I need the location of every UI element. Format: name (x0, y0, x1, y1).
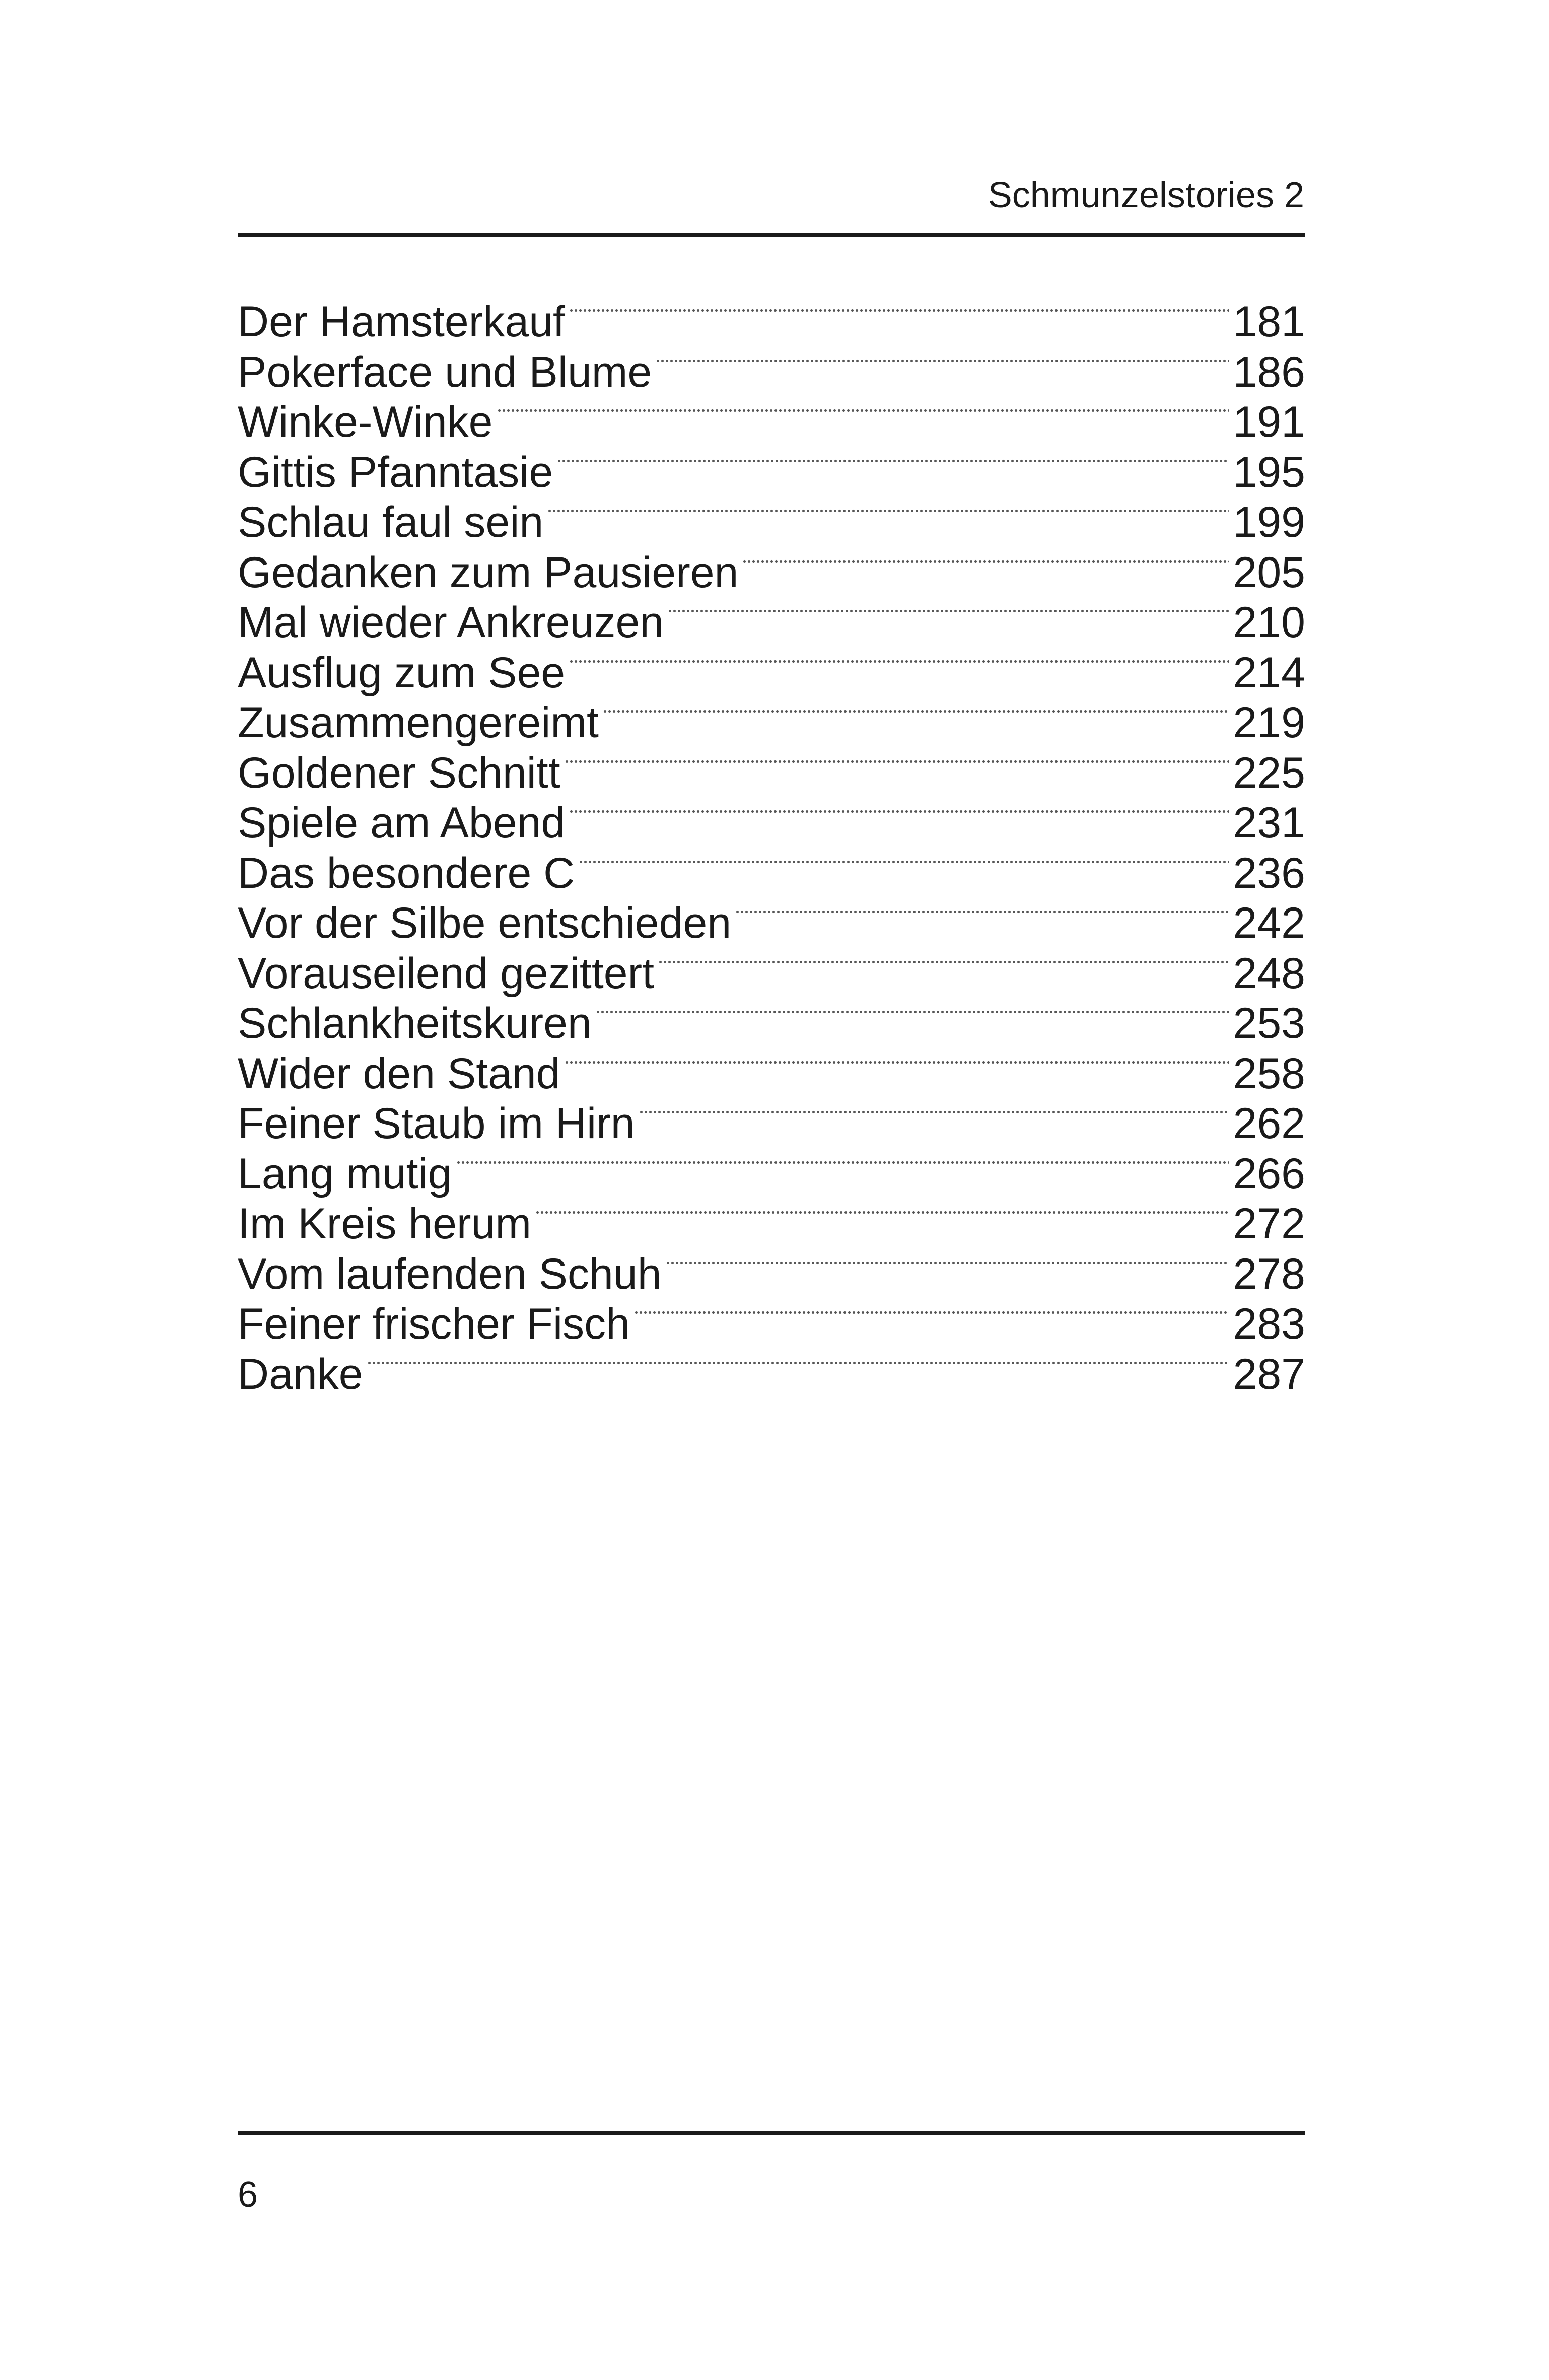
toc-entry-title: Feiner frischer Fisch (238, 1300, 630, 1348)
toc-entry (238, 1299, 1305, 1350)
toc-leader-dots (639, 1110, 1229, 1114)
toc-entry-page: 272 (1233, 1200, 1305, 1248)
toc-entry (238, 1149, 1305, 1200)
toc-leader-dots (579, 860, 1229, 864)
toc-entry-page: 219 (1233, 698, 1305, 747)
toc-entry (238, 347, 1305, 398)
toc-entry (238, 397, 1305, 448)
toc-entry (238, 448, 1305, 498)
toc-entry (238, 949, 1305, 999)
toc-leader-dots (565, 1060, 1229, 1065)
toc-entry-title: Gedanken zum Pausieren (238, 548, 739, 597)
toc-entry (238, 1049, 1305, 1099)
toc-entry-title: Gittis Pfanntasie (238, 448, 553, 497)
toc-entry-title: Vor der Silbe entschieden (238, 899, 732, 947)
toc-entry-page: 258 (1233, 1049, 1305, 1098)
toc-entry (238, 698, 1305, 748)
toc-entry-page: 248 (1233, 949, 1305, 998)
toc-entry-title: Zusammengereimt (238, 698, 599, 747)
toc-entry-title: Winke-Winke (238, 398, 493, 446)
toc-entry (238, 498, 1305, 548)
toc-leader-dots (666, 1261, 1229, 1265)
toc-entry-title: Der Hamsterkauf (238, 298, 565, 346)
toc-entry-title: Spiele am Abend (238, 799, 566, 847)
toc-entry-title: Das besondere C (238, 849, 575, 897)
toc-entry-page: 242 (1233, 899, 1305, 947)
header-rule (238, 233, 1305, 237)
toc-leader-dots (456, 1160, 1229, 1165)
toc-entry-page: 266 (1233, 1149, 1305, 1198)
toc-leader-dots (569, 809, 1229, 814)
toc-entry (238, 1249, 1305, 1300)
toc-entry-page: 283 (1233, 1300, 1305, 1348)
toc-entry (238, 849, 1305, 899)
toc-entry-page: 214 (1233, 648, 1305, 697)
toc-leader-dots (596, 1010, 1229, 1014)
toc-leader-dots (565, 759, 1229, 764)
toc-leader-dots (547, 509, 1229, 513)
toc-leader-dots (557, 459, 1229, 463)
toc-entry-title: Wider den Stand (238, 1049, 560, 1098)
toc-leader-dots (634, 1310, 1229, 1315)
toc-entry-page: 253 (1233, 999, 1305, 1047)
table-of-contents (238, 297, 1305, 1399)
toc-entry-page: 205 (1233, 548, 1305, 597)
toc-entry-page: 186 (1233, 347, 1305, 396)
toc-entry (238, 648, 1305, 698)
toc-entry-page: 195 (1233, 448, 1305, 497)
footer-rule (238, 2131, 1305, 2135)
toc-leader-dots (367, 1361, 1229, 1365)
toc-entry-page: 199 (1233, 498, 1305, 546)
toc-entry-page: 278 (1233, 1249, 1305, 1298)
toc-entry-title: Lang mutig (238, 1149, 452, 1198)
toc-leader-dots (535, 1210, 1229, 1215)
toc-entry (238, 598, 1305, 648)
toc-entry-page: 231 (1233, 799, 1305, 847)
toc-entry (238, 898, 1305, 949)
toc-entry-title: Mal wieder Ankreuzen (238, 598, 664, 647)
toc-leader-dots (497, 408, 1229, 413)
toc-entry-title: Danke (238, 1350, 363, 1398)
toc-entry-title: Im Kreis herum (238, 1200, 532, 1248)
toc-leader-dots (603, 709, 1229, 714)
toc-entry-page: 191 (1233, 398, 1305, 446)
toc-entry-title: Feiner Staub im Hirn (238, 1099, 635, 1148)
toc-entry-title: Ausflug zum See (238, 648, 566, 697)
toc-entry (238, 798, 1305, 849)
toc-entry-title: Vom laufenden Schuh (238, 1249, 662, 1298)
toc-entry (238, 999, 1305, 1049)
toc-leader-dots (569, 659, 1229, 664)
toc-leader-dots (668, 609, 1229, 613)
toc-entry-title: Schlau faul sein (238, 498, 544, 546)
running-header-title: Schmunzelstories 2 (988, 175, 1304, 216)
toc-leader-dots (569, 308, 1229, 313)
toc-entry (238, 1099, 1305, 1149)
toc-leader-dots (742, 559, 1229, 564)
toc-entry-title: Schlankheitskuren (238, 999, 592, 1047)
toc-entry (238, 748, 1305, 799)
toc-leader-dots (656, 359, 1229, 363)
toc-entry-title: Vorauseilend gezittert (238, 949, 655, 998)
toc-entry (238, 297, 1305, 347)
toc-entry-page: 181 (1233, 298, 1305, 346)
toc-entry-page: 210 (1233, 598, 1305, 647)
toc-entry (238, 1350, 1305, 1400)
toc-entry-page: 225 (1233, 748, 1305, 797)
toc-entry-title: Goldener Schnitt (238, 748, 560, 797)
toc-entry-page: 262 (1233, 1099, 1305, 1148)
toc-entry (238, 548, 1305, 598)
toc-leader-dots (735, 909, 1229, 914)
toc-leader-dots (658, 960, 1229, 964)
toc-entry (238, 1199, 1305, 1249)
toc-entry-title: Pokerface und Blume (238, 347, 652, 396)
toc-entry-page: 287 (1233, 1350, 1305, 1398)
page-number: 6 (238, 2175, 258, 2215)
toc-entry-page: 236 (1233, 849, 1305, 897)
